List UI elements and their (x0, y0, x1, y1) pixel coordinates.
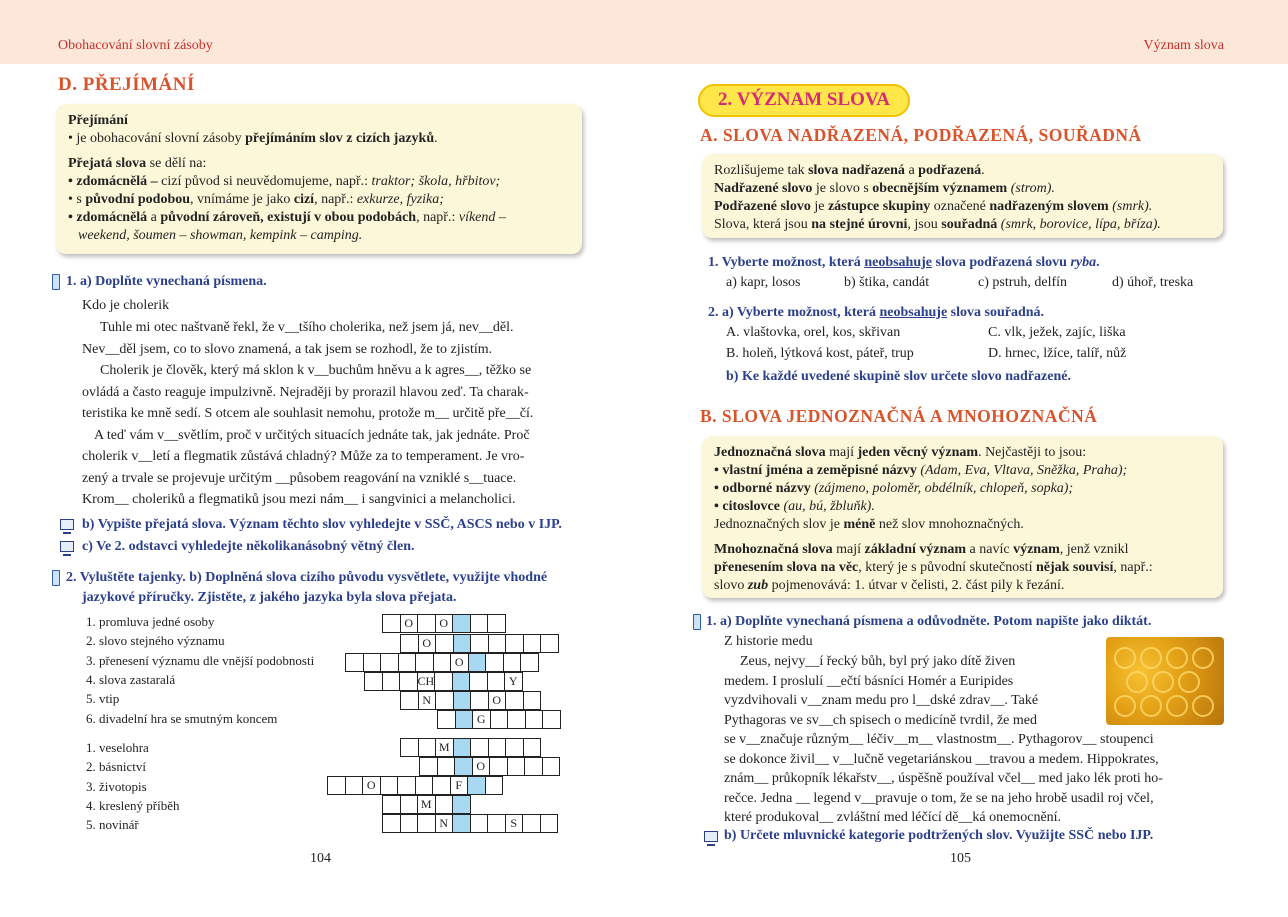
box-text: mají (832, 542, 865, 557)
question-text: slova podřazená slovu (932, 255, 1071, 270)
story-line: se dokonce živil__ v__lučně vegetariánskou __travou a medem. Hippokrates, (724, 751, 1159, 767)
crossword-cell[interactable] (437, 710, 456, 729)
crossword-cell[interactable] (485, 653, 504, 672)
crossword2-row-2 (419, 757, 559, 776)
story-line: Cholerik je člověk, který má sklon k v__buchům hněvu a k agres__, těžko se (100, 363, 532, 378)
crossword-cell[interactable] (400, 795, 419, 814)
crossword-cell[interactable] (503, 653, 522, 672)
crossword-cell[interactable] (523, 691, 542, 710)
box-text: . (434, 131, 438, 146)
box-text-bold: souřadná (941, 217, 998, 232)
crossword-cell[interactable] (488, 634, 507, 653)
box-text-italic: (Adam, Eva, Vltava, Sněžka, Praha); (916, 463, 1128, 478)
story-line: Nev__děl jsem, co to slovo znamená, a tak jsem se rozhodl, že to zjistím. (82, 341, 493, 357)
crossword-cell-solution[interactable] (467, 776, 486, 795)
question-text: 1. Vyberte možnost, která (708, 255, 865, 270)
crossword-cell[interactable] (487, 614, 506, 633)
box-text-bold: původní podobou (85, 192, 191, 207)
crossword-cell[interactable] (470, 614, 489, 633)
box-text: , např.: (314, 192, 357, 207)
story-line: zený a trvale se projevuje určitým __působem reagování na vzniklé s__tuace. (82, 470, 517, 486)
box-text-bold: nějak souvisí (1035, 560, 1114, 575)
crossword-cell[interactable] (487, 672, 506, 691)
crossword-cell[interactable] (524, 757, 543, 776)
crossword1-clue: 5. vtip (86, 691, 120, 706)
task-1b-right: b) Určete mluvnické kategorie podtržených slov. Využijte SSČ nebo IJP. (724, 828, 1154, 843)
crossword-cell[interactable] (400, 814, 419, 833)
crossword-cell[interactable]: F (450, 776, 469, 795)
crossword1-clue: 3. přenesení významu dle vnější podobnosti (86, 653, 315, 668)
box-text-italic: (strom). (1007, 181, 1055, 196)
crossword-cell[interactable] (505, 738, 524, 757)
box-text-italic: (smrk, borovice, lípa, bříza). (997, 217, 1161, 232)
section-title-d: D. PŘEJÍMÁNÍ (58, 74, 195, 95)
story-title: Kdo je cholerik (82, 298, 170, 313)
crossword-cell[interactable] (525, 710, 544, 729)
crossword-cell[interactable] (435, 691, 454, 710)
crossword-cell[interactable] (470, 814, 489, 833)
box-text: , např.: (416, 210, 459, 225)
crossword-cell-solution[interactable] (452, 614, 471, 633)
box-text-bold: přejímáním slov z cizích jazyků (245, 131, 435, 146)
crossword-cell[interactable] (540, 814, 559, 833)
box-text: než slov mnohoznačných. (875, 517, 1024, 532)
story-line: Zeus, nejvy__í řecký bůh, byl prý jako dítě živen (740, 654, 1016, 669)
crossword-cell[interactable]: N (435, 814, 454, 833)
crossword-cell (433, 653, 452, 672)
crossword-cell[interactable] (415, 776, 434, 795)
story-line: Tuhle mi otec naštvaně řekl, že v__tšího cholerika, než jsem já, nev__děl. (100, 320, 514, 335)
box-text: je slovo s (812, 181, 873, 196)
crossword-cell[interactable] (345, 776, 364, 795)
question-text: . (1096, 255, 1100, 270)
box-text: , jsou (907, 217, 942, 232)
box-text-bold: podřazená (918, 163, 982, 178)
crossword-cell[interactable]: G (472, 710, 491, 729)
crossword-cell[interactable]: M (417, 795, 436, 814)
crossword-cell[interactable] (399, 672, 418, 691)
box-text: Rozlišujeme tak (714, 163, 809, 178)
definition-box-b (702, 436, 1223, 598)
story-line: znám__ průkopník lékařstv__, úspěšně používal včel__ med jako lék proti ho- (724, 771, 1163, 786)
box-text-bold: původní zároveň, existují v obou podobách (160, 210, 417, 225)
crossword-cell[interactable] (505, 634, 524, 653)
crossword-cell[interactable]: S (505, 814, 524, 833)
box-text: a (904, 163, 919, 178)
crossword2-clue: 1. veselohra (86, 740, 149, 755)
page-right (644, 64, 1288, 917)
crossword-cell[interactable]: O (435, 614, 454, 633)
crossword1-row-5 (400, 691, 540, 710)
crossword-cell[interactable] (400, 634, 419, 653)
crossword-cell[interactable] (487, 814, 506, 833)
crossword1-clue: 1. promluva jedné osoby (86, 614, 215, 629)
story-line: teristika ke mně sedí. S otcem ale souhlasit nemohu, protože m__ určitě pře__čí. (82, 406, 534, 421)
crossword-cell-solution[interactable] (453, 691, 472, 710)
crossword-cell[interactable] (345, 653, 364, 672)
story-title-right: Z historie medu (724, 634, 813, 649)
box-text: . Nejčastěji to jsou: (978, 445, 1087, 460)
box-text: . (981, 163, 985, 178)
crossword-cell[interactable] (400, 691, 419, 710)
crossword2-clue: 5. novinář (86, 817, 139, 832)
crossword-cell[interactable] (435, 634, 454, 653)
crossword2-clue: 3. životopis (86, 779, 147, 794)
crossword-cell[interactable] (419, 757, 438, 776)
crossword1-row-1 (382, 614, 505, 633)
story-line: Krom__ choleriků a flegmatiků jsou mezi nám__ i sangvinici a melancholici. (82, 492, 516, 507)
story-line: rečce. Jedna __ legend v__pravuje o tom, že se na jeho hrobě usadil roj včel, (724, 790, 1154, 806)
page-number-left: 104 (310, 851, 331, 866)
box-text: a (147, 210, 161, 225)
box-text: slovo (714, 578, 748, 593)
crossword-cell[interactable] (380, 776, 399, 795)
crossword-cell[interactable] (435, 795, 454, 814)
box-text-bold: přenesením slova na věc (714, 560, 859, 575)
crossword1-clue: 2. slovo stejného významu (86, 633, 225, 648)
q2-option-d[interactable]: D. hrnec, lžíce, talíř, nůž (988, 346, 1127, 361)
box-text: označené (930, 199, 990, 214)
box-text-bold: slova nadřazená (808, 163, 905, 178)
header-band (0, 0, 1288, 64)
bookmark-icon (52, 274, 60, 290)
crossword-cell[interactable] (415, 653, 434, 672)
box-text-bold: nadřazeným slovem (989, 199, 1109, 214)
crossword-cell[interactable] (507, 757, 526, 776)
crossword-cell[interactable] (437, 757, 456, 776)
bookmark-icon (52, 570, 60, 586)
crossword-cell[interactable] (470, 738, 489, 757)
box-text-bold: Podřazené slovo (714, 199, 811, 214)
crossword-cell-solution[interactable] (452, 795, 471, 814)
box-text-bold: zub (747, 578, 769, 593)
crossword2-row-1 (400, 738, 540, 757)
bookmark-icon (693, 614, 701, 630)
box-text: , např.: (1113, 560, 1153, 575)
definition-box-a (702, 154, 1223, 238)
story-line: se v__značuje různým__ léčiv__m__ vlastnostm__. Pythagorov__ stoupenci (724, 732, 1154, 747)
story-line: ovládá a často reaguje impulzivně. Nejraději by prorazil hlavou zeď. Ta charak- (82, 384, 529, 400)
crossword-cell[interactable] (542, 710, 561, 729)
box-text-bold: zástupce skupiny (827, 199, 931, 214)
box-text: , jenž vznikl (1059, 542, 1129, 557)
box-text-italic: exkurze, fyzika; (356, 192, 444, 207)
crossword-cell[interactable] (382, 672, 401, 691)
story-line: které produkoval__ zvláštní med léčící dě__ká onemocnění. (724, 810, 1062, 825)
box-heading: Přejímání (68, 113, 128, 128)
story-line: vyzdvihovali v__znam medu pro l__dské zdrav__. Také (724, 693, 1039, 708)
crossword-cell[interactable]: Y (504, 672, 523, 691)
question-text: 2. a) Vyberte možnost, která (708, 305, 880, 320)
box-text-bold: • odborné názvy (714, 481, 811, 496)
box-text-bold: Přejatá slova (68, 156, 147, 171)
chapter-badge: 2. VÝZNAM SLOVA (698, 84, 910, 117)
task-1c: c) Ve 2. odstavci vyhledejte několikanásobný větný člen. (82, 539, 415, 554)
q1-option-a[interactable]: a) kapr, losos (726, 275, 801, 290)
crossword-cell[interactable] (380, 653, 399, 672)
crossword-cell-solution[interactable] (453, 738, 472, 757)
box-text: pojmenovává: 1. útvar v čelisti, 2. část pily k řezání. (768, 578, 1065, 593)
crossword-cell-solution[interactable] (454, 757, 473, 776)
task-1a: 1. a) Doplňte vynechaná písmena. (66, 274, 267, 289)
crossword-cell[interactable] (485, 776, 504, 795)
crossword-cell-solution[interactable] (455, 710, 474, 729)
crossword-cell[interactable]: O (400, 614, 419, 633)
crossword2-row-5 (382, 814, 557, 833)
box-text: mají (825, 445, 858, 460)
box-text-bold: • zdomácnělá (68, 210, 148, 225)
box-text-bold: na stejné úrovni (811, 217, 908, 232)
crossword-cell[interactable] (469, 672, 488, 691)
crossword-cell[interactable]: O (488, 691, 507, 710)
q1-option-c[interactable]: c) pstruh, delfín (978, 275, 1068, 290)
crossword2-clue: 4. kreslený příběh (86, 798, 180, 813)
crossword-cell[interactable] (523, 634, 542, 653)
crossword-cell[interactable] (417, 614, 436, 633)
task-2-line1: 2. Vyluštěte tajenky. b) Doplněná slova cizího původu vysvětlete, využijte vhodné (66, 570, 548, 585)
crossword-cell[interactable] (382, 795, 401, 814)
box-text: je (810, 199, 828, 214)
crossword-cell[interactable]: O (472, 757, 491, 776)
box-text: • s (68, 192, 86, 207)
crossword-cell[interactable] (489, 757, 508, 776)
q2-option-a[interactable]: A. vlaštovka, orel, kos, skřivan (726, 325, 901, 340)
question-2b: b) Ke každé uvedené skupině slov určete slovo nadřazené. (726, 369, 1071, 384)
crossword-cell[interactable] (507, 710, 526, 729)
crossword1-row-4 (364, 672, 522, 691)
q2-option-b[interactable]: B. holeň, lýtková kost, páteř, trup (726, 346, 914, 361)
box-text-bold: • citoslovce (714, 499, 780, 514)
story-line: Pythagoras ve sv__ch spisech o medicíně tvrdil, že med (724, 712, 1037, 728)
crossword-cell[interactable] (434, 672, 453, 691)
box-text-bold: méně (843, 517, 876, 532)
running-header-left: Obohacování slovní zásoby (58, 38, 213, 53)
q2-option-c[interactable]: C. vlk, ježek, zajíc, liška (988, 325, 1126, 340)
crossword-cell[interactable] (520, 653, 539, 672)
crossword-cell-solution[interactable] (453, 634, 472, 653)
box-text-bold: • zdomácnělá – (68, 174, 162, 189)
question-1 (708, 253, 1100, 272)
box-text-bold: • vlastní jména a zeměpisné názvy (714, 463, 917, 478)
computer-icon (60, 541, 74, 552)
story-text-right (724, 652, 1226, 828)
crossword-cell[interactable] (523, 738, 542, 757)
crossword-cell[interactable] (382, 814, 401, 833)
story-text (82, 317, 587, 511)
box-text-bold: význam (1013, 542, 1060, 557)
crossword-cell[interactable] (363, 653, 382, 672)
crossword-cell[interactable] (417, 814, 436, 833)
crossword2-row-3 (327, 776, 502, 795)
crossword-cell[interactable] (542, 757, 561, 776)
crossword-cell[interactable] (488, 738, 507, 757)
box-text: Jednoznačných slov je (714, 517, 844, 532)
crossword-cell[interactable]: CH (417, 672, 436, 691)
q1-option-d[interactable]: d) úhoř, treska (1112, 275, 1194, 290)
crossword-cell[interactable] (505, 691, 524, 710)
crossword1-clue: 6. divadelní hra se smutným koncem (86, 711, 278, 726)
computer-icon (60, 519, 74, 530)
definition-box-prejimani (56, 104, 582, 254)
crossword1-row-3 (345, 653, 538, 672)
crossword-cell[interactable]: O (362, 776, 381, 795)
crossword-cell[interactable] (490, 710, 509, 729)
box-text-bold: Mnohoznačná slova (714, 542, 833, 557)
box-text: cizí původ si neuvědomujeme, např.: (161, 174, 372, 189)
running-header-right: Význam slova (1143, 38, 1224, 53)
box-text-italic: víkend – (458, 210, 506, 225)
crossword-cell[interactable] (398, 653, 417, 672)
crossword-cell[interactable] (522, 814, 541, 833)
crossword1-row-2 (400, 634, 558, 653)
story-line: cholerik v__letí a flegmatik zůstává chladný? Může za to temperament. Je vro- (82, 449, 525, 464)
question-2a (708, 303, 1044, 322)
crossword-cell (432, 776, 451, 795)
crossword-cell[interactable] (327, 776, 346, 795)
crossword-cell[interactable] (470, 691, 489, 710)
box-text-bold: cizí (293, 192, 315, 207)
crossword-cell[interactable]: O (450, 653, 469, 672)
box-text-bold: základní význam (864, 542, 967, 557)
box-text-italic: weekend, šoumen – showman, kempink – camping. (78, 228, 363, 243)
box-text-bold: Nadřazené slovo (714, 181, 813, 196)
box-text: a navíc (966, 542, 1014, 557)
box-text-bold: Jednoznačná slova (714, 445, 826, 460)
box-text-italic: (smrk). (1108, 199, 1153, 214)
box-text-italic: traktor; škola, hřbitov; (371, 174, 501, 189)
crossword-cell[interactable] (397, 776, 416, 795)
question-text-underlined: neobsahuje (864, 255, 932, 270)
question-text: slova souřadná. (947, 305, 1045, 320)
crossword1-clue: 4. slova zastaralá (86, 672, 176, 687)
crossword-cell[interactable]: M (435, 738, 454, 757)
page-number-right: 105 (950, 851, 971, 866)
task-1a-right: 1. a) Doplňte vynechaná písmena a odůvodněte. Potom napište jako diktát. (706, 614, 1152, 629)
box-text: , vnímáme je jako (190, 192, 294, 207)
q1-option-b[interactable]: b) štika, candát (844, 275, 930, 290)
task-2-line2: jazykové příručky. Zjistěte, z jakého jazyka byla slova přejata. (82, 590, 457, 605)
crossword-cell[interactable] (470, 634, 489, 653)
section-title-b: B. SLOVA JEDNOZNAČNÁ A MNOHOZNAČNÁ (700, 406, 1098, 426)
crossword-cell[interactable] (364, 672, 383, 691)
crossword2-clue: 2. básnictví (86, 759, 146, 774)
box-text: , který je s původní skutečností (858, 560, 1036, 575)
crossword-cell[interactable] (540, 634, 559, 653)
box-text: Slova, která jsou (714, 217, 812, 232)
story-line: A teď vám v__světlím, proč v určitých situacích jednáte tak, jak jednáte. Proč (94, 427, 530, 443)
box-text: se dělí na: (146, 156, 207, 171)
question-text-italic: ryba (1070, 255, 1097, 270)
crossword-cell-solution[interactable] (452, 672, 471, 691)
box-text-bold: jeden věcný význam (857, 445, 979, 460)
crossword1-row-6 (437, 710, 560, 729)
crossword-cell[interactable] (418, 738, 437, 757)
box-text-italic: (au, bú, žbluňk). (779, 499, 875, 514)
question-text-underlined: neobsahuje (879, 305, 948, 320)
section-title-a: A. SLOVA NADŘAZENÁ, PODŘAZENÁ, SOUŘADNÁ (700, 125, 1142, 145)
page-left (0, 64, 644, 917)
crossword-cell[interactable] (400, 738, 419, 757)
crossword-cell-solution[interactable] (452, 814, 471, 833)
crossword-cell[interactable] (382, 614, 401, 633)
box-text-bold: obecnějším významem (872, 181, 1008, 196)
box-text-italic: (zájmeno, poloměr, obdélník, chlopeň, sopka); (810, 481, 1074, 496)
crossword-cell-solution[interactable] (468, 653, 487, 672)
computer-icon (704, 831, 718, 842)
crossword-cell[interactable]: N (418, 691, 437, 710)
story-line: medem. I proslulí __ečtí básníci Homér a Euripides (724, 673, 1014, 689)
task-1b: b) Vypište přejatá slova. Význam těchto slov vyhledejte v SSČ, ASCS nebo v IJP. (82, 517, 562, 532)
box-text: • je obohacování slovní zásoby (68, 131, 246, 146)
crossword-cell[interactable]: O (418, 634, 437, 653)
crossword2-row-4 (382, 795, 470, 814)
